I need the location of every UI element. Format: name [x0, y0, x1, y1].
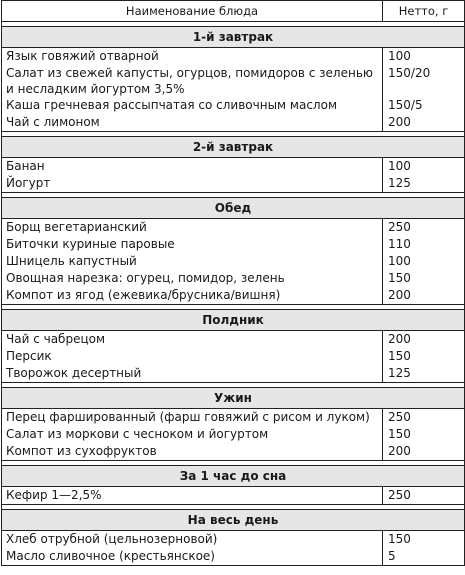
section-header-row	[2, 388, 465, 409]
dish-name: Каша гречневая рассыпчатая со сливочным маслом	[6, 98, 337, 112]
section-items-row	[2, 531, 465, 566]
dish-net-cell	[383, 219, 465, 305]
dish-net: 200	[388, 444, 411, 458]
section-title: На весь день	[2, 510, 465, 531]
dish-net: 125	[388, 176, 411, 190]
dish-net-cell	[383, 409, 465, 461]
section-header-row	[2, 27, 465, 48]
dish-net-cell	[383, 531, 465, 566]
dish-name: Салат из моркови с чесноком и йогуртом	[6, 427, 269, 441]
section-items-row	[2, 219, 465, 305]
header-row	[2, 1, 465, 22]
dish-net: 200	[388, 115, 411, 129]
dish-name-cell	[2, 158, 383, 193]
dish-net: 250	[388, 410, 411, 424]
section-items-row	[2, 487, 465, 505]
section-items-row	[2, 48, 465, 132]
dish-name-cell	[2, 219, 383, 305]
section-header-row	[2, 466, 465, 487]
dish-name: Кефир 1—2,5%	[6, 488, 102, 502]
dish-name: Персик	[6, 349, 52, 363]
dish-net: 150/20	[388, 66, 431, 80]
dish-net: 5	[388, 549, 396, 563]
dish-name: Хлеб отрубной (цельнозерновой)	[6, 532, 218, 546]
dish-name: Компот из ягод (ежевика/брусника/вишня)	[6, 288, 281, 302]
dish-name: Салат из свежей капусты, огурцов, помидоров с зеленью и несладким йогуртом 3,5%	[6, 66, 374, 96]
dish-name: Овощная нарезка: огурец, помидор, зелень	[6, 271, 285, 285]
dish-net-cell	[383, 48, 465, 132]
dish-name: Борщ вегетарианский	[6, 220, 147, 234]
dish-net: 100	[388, 49, 411, 63]
dish-name: Шницель капустный	[6, 254, 137, 268]
header-net: Нетто, г	[383, 1, 465, 22]
section-title: 1-й завтрак	[2, 27, 465, 48]
dish-name: Чай с лимоном	[6, 115, 100, 129]
dish-name: Масло сливочное (крестьянское)	[6, 549, 215, 563]
dish-name-cell	[2, 331, 383, 383]
dish-net-cell	[383, 331, 465, 383]
dish-net: 150	[388, 532, 411, 546]
dish-name: Биточки куриные паровые	[6, 237, 175, 251]
section-items-row	[2, 331, 465, 383]
section-title: Обед	[2, 198, 465, 219]
header-name: Наименование блюда	[2, 1, 383, 22]
dish-name: Чай с чабрецом	[6, 332, 106, 346]
dish-name: Йогурт	[6, 176, 51, 190]
section-title: Полдник	[2, 310, 465, 331]
dish-net: 200	[388, 288, 411, 302]
dish-net: 110	[388, 237, 411, 251]
dish-name: Язык говяжий отварной	[6, 49, 159, 63]
dish-net: 125	[388, 366, 411, 380]
section-header-row	[2, 137, 465, 158]
dish-net: 100	[388, 159, 411, 173]
menu-body	[2, 22, 465, 566]
dish-net: 150	[388, 427, 411, 441]
section-title: За 1 час до сна	[2, 466, 465, 487]
dish-name: Банан	[6, 159, 45, 173]
dish-net: 250	[388, 220, 411, 234]
section-items-row	[2, 409, 465, 461]
dish-name: Компот из сухофруктов	[6, 444, 157, 458]
dish-net: 150/5	[388, 98, 423, 112]
dish-net-cell	[383, 487, 465, 505]
dish-name: Перец фаршированный (фарш говяжий с рисом и луком)	[6, 410, 370, 424]
dish-name-cell	[2, 48, 383, 132]
dish-net: 150	[388, 349, 411, 363]
dish-name-cell	[2, 487, 383, 505]
dish-name-cell	[2, 409, 383, 461]
section-title: 2-й завтрак	[2, 137, 465, 158]
dish-name-cell	[2, 531, 383, 566]
dish-net: 150	[388, 271, 411, 285]
dish-net: 100	[388, 254, 411, 268]
section-header-row	[2, 510, 465, 531]
dish-net: 200	[388, 332, 411, 346]
dish-name: Творожок десертный	[6, 366, 142, 380]
dish-net-cell	[383, 158, 465, 193]
section-title: Ужин	[2, 388, 465, 409]
section-header-row	[2, 310, 465, 331]
dish-net: 250	[388, 488, 411, 502]
section-header-row	[2, 198, 465, 219]
section-items-row	[2, 158, 465, 193]
menu-table	[1, 0, 465, 566]
